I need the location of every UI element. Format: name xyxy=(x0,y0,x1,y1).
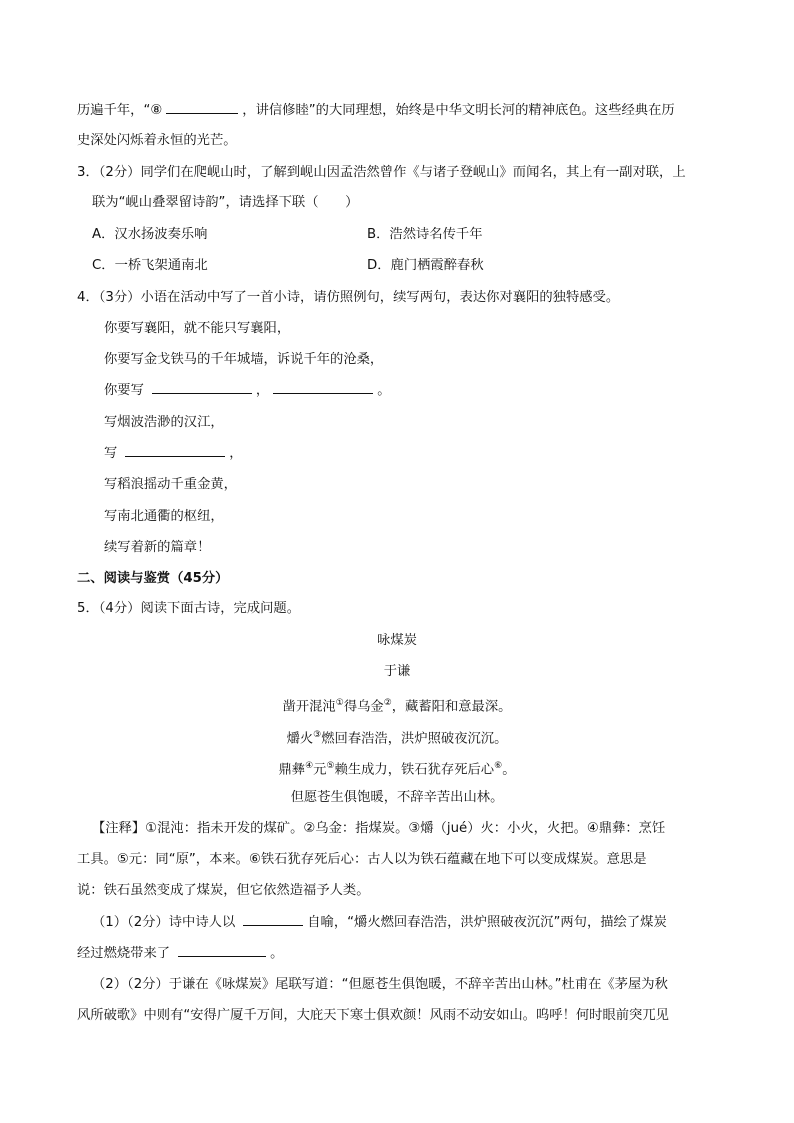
q4-l3-prefix: 你要写 xyxy=(104,383,144,398)
poem-line1 xyxy=(0,693,794,717)
q5-sub1-line1 xyxy=(92,913,667,933)
answer-blank-q4-1[interactable] xyxy=(152,381,252,394)
q4-poem-line1: 你要写襄阳，就不能只写襄阳， xyxy=(104,321,291,336)
note-mark-6: ⑥ xyxy=(494,761,503,771)
q4-poem-line3 xyxy=(104,381,390,401)
poem-l2-a: 爝火 xyxy=(286,731,314,747)
poem-l3-a: 鼎彝 xyxy=(278,762,306,778)
p1-text-a: 历遍千年，“⑧ xyxy=(77,103,163,118)
q4-l3-period: 。 xyxy=(377,383,391,398)
poem-author: 于谦 xyxy=(383,664,411,679)
poem-l3-c: 赖生成力，铁石犹存死后心 xyxy=(334,762,495,778)
poem-l3-d: 。 xyxy=(502,762,516,778)
q4-l3-comma: ， xyxy=(255,383,270,398)
sub1-text-b: 自喻，“爝火燃回春浩浩，洪炉照破夜沉沉”两句，描绘了煤炭 xyxy=(307,915,667,930)
annotation-line2: 工具。⑤元：同“原”，本来。⑥铁石犹存死后心：古人以为铁石蕴藏在地下可以变成煤炭。意思是 xyxy=(77,852,647,867)
q3-stem-line2: 联为“岘山叠翠留诗韵”，请选择下联（ ） xyxy=(92,195,359,210)
q4-poem-line6: 写稻浪摇动千重金黄， xyxy=(104,477,237,492)
q3-option-b[interactable]: B．浩然诗名传千年 xyxy=(367,227,483,242)
p1-line2: 史深处闪烁着永恒的光芒。 xyxy=(77,133,237,148)
poem-l1-c: ，藏蓄阳和意最深。 xyxy=(391,699,512,715)
q4-stem: 4．（3分）小语在活动中写了一首小诗，请仿照例句，续写两句，表达你对襄阳的独特感受。 xyxy=(77,290,620,305)
q4-poem-line8: 续写着新的篇章！ xyxy=(104,540,211,555)
poem-l3-b: 元 xyxy=(313,762,327,778)
sub1-text-a: （1）（2分）诗中诗人以 xyxy=(92,915,236,930)
q3-option-a[interactable]: A．汉水扬波奏乐响 xyxy=(92,227,208,242)
poem-line4: 但愿苍生俱饱暖，不辞辛苦出山林。 xyxy=(290,790,504,805)
answer-blank-sub1-2[interactable] xyxy=(178,944,266,957)
note-mark-4: ④ xyxy=(305,761,314,771)
annotation-line3: 说：铁石虽然变成了煤炭，但它依然造福予人类。 xyxy=(77,883,370,898)
poem-l2-b: 燃回春浩浩，洪炉照破夜沉沉。 xyxy=(321,731,508,747)
q3-stem-line1: 3．（2分）同学们在爬岘山时，了解到岘山因孟浩然曾作《与诸子登岘山》而闻名，其上有一副对联，上 xyxy=(77,165,686,180)
poem-l1-b: 得乌金 xyxy=(343,699,384,715)
answer-blank-sub1-1[interactable] xyxy=(243,913,303,926)
q5-sub2-line1: （2）（2分）于谦在《咏煤炭》尾联写道：“但愿苍生俱饱暖，不辞辛苦出山林。”杜甫在《茅屋为秋 xyxy=(92,977,668,992)
q5-sub2-line2: 风所破歌》中则有“安得广厦千万间，大庇天下寒士俱欢颜！风雨不动安如山。呜呼！何时眼前突兀见 xyxy=(77,1008,669,1023)
q4-poem-line5 xyxy=(104,444,243,464)
note-mark-3: ③ xyxy=(313,730,322,740)
poem-line3 xyxy=(0,756,794,780)
note-mark-1: ① xyxy=(335,698,344,708)
q4-poem-line2: 你要写金戈铁马的千年城墙，诉说千年的沧桑， xyxy=(104,352,384,367)
section-heading: 二、阅读与鉴赏（45分） xyxy=(77,571,229,586)
annotation-line1: 【注释】①混沌：指未开发的煤矿。②乌金：指煤炭。③爝（jué）火：小火，火把。④鼎彝：烹饪 xyxy=(92,821,666,836)
note-mark-5: ⑤ xyxy=(326,761,335,771)
q4-l5-prefix: 写 xyxy=(104,446,118,461)
answer-blank-8[interactable] xyxy=(166,101,238,114)
answer-blank-q4-2[interactable] xyxy=(273,381,373,394)
sub1-text-c: 经过燃烧带来了 xyxy=(77,946,171,961)
q3-option-c[interactable]: C．一桥飞架通南北 xyxy=(92,258,208,273)
q5-sub1-line2 xyxy=(77,944,283,964)
p1-text-b: ，讲信修睦”的大同理想，始终是中华文明长河的精神底色。这些经典在历 xyxy=(242,103,675,118)
answer-blank-q4-3[interactable] xyxy=(125,444,225,457)
q3-option-d[interactable]: D．鹿门栖霞醉春秋 xyxy=(367,258,484,273)
sub1-text-d: 。 xyxy=(270,946,284,961)
q5-stem: 5．（4分）阅读下面古诗，完成问题。 xyxy=(77,601,301,616)
poem-title: 咏煤炭 xyxy=(377,633,417,648)
q4-poem-line4: 写烟波浩渺的汉江， xyxy=(104,415,224,430)
q4-poem-line7: 写南北通衢的枢纽， xyxy=(104,509,224,524)
note-mark-2: ② xyxy=(383,698,392,708)
p1-line1 xyxy=(77,101,675,121)
q4-l5-comma: ， xyxy=(229,446,243,461)
poem-l1-a: 凿开混沌 xyxy=(282,699,336,715)
poem-line2 xyxy=(0,725,794,749)
